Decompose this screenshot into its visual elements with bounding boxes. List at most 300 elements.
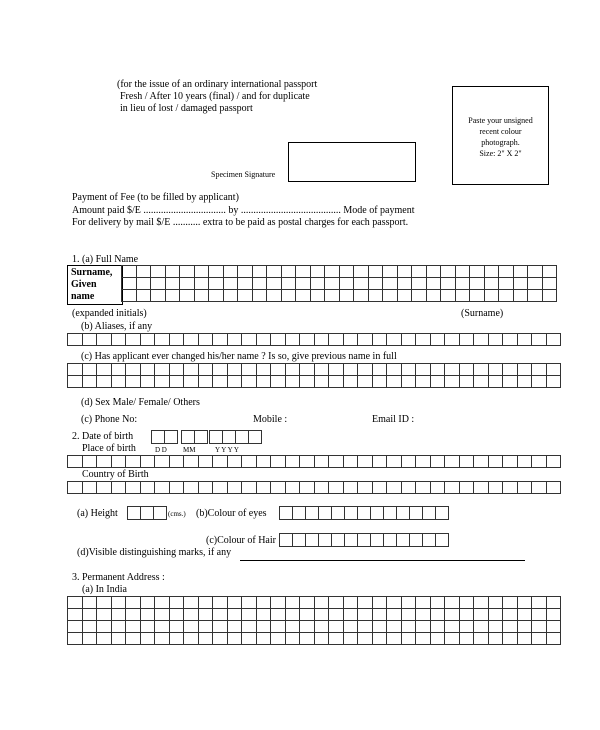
aliases-grid[interactable] xyxy=(67,333,561,346)
input-cell[interactable] xyxy=(227,597,242,609)
address-grid[interactable] xyxy=(67,596,561,645)
input-cell[interactable] xyxy=(503,633,518,645)
input-cell[interactable] xyxy=(281,278,296,290)
input-cell[interactable] xyxy=(256,597,271,609)
input-cell[interactable] xyxy=(372,609,387,621)
input-cell[interactable] xyxy=(499,278,514,290)
input-cell[interactable] xyxy=(445,456,460,468)
input-cell[interactable] xyxy=(528,266,543,278)
input-cell[interactable] xyxy=(271,376,286,388)
input-cell[interactable] xyxy=(271,334,286,346)
input-cell[interactable] xyxy=(314,633,329,645)
input-cell[interactable] xyxy=(318,533,332,547)
input-cell[interactable] xyxy=(416,609,431,621)
input-cell[interactable] xyxy=(383,290,398,302)
input-cell[interactable] xyxy=(372,334,387,346)
input-cell[interactable] xyxy=(194,266,209,278)
input-cell[interactable] xyxy=(267,278,282,290)
input-cell[interactable] xyxy=(248,430,262,444)
input-cell[interactable] xyxy=(517,633,532,645)
input-cell[interactable] xyxy=(281,266,296,278)
input-cell[interactable] xyxy=(368,266,383,278)
input-cell[interactable] xyxy=(300,609,315,621)
input-cell[interactable] xyxy=(227,456,242,468)
input-cell[interactable] xyxy=(126,364,141,376)
input-cell[interactable] xyxy=(503,621,518,633)
input-cell[interactable] xyxy=(488,597,503,609)
input-cell[interactable] xyxy=(325,290,340,302)
input-cell[interactable] xyxy=(412,290,427,302)
input-cell[interactable] xyxy=(372,621,387,633)
input-cell[interactable] xyxy=(82,482,97,494)
input-cell[interactable] xyxy=(111,456,126,468)
input-cell[interactable] xyxy=(401,482,416,494)
input-cell[interactable] xyxy=(184,621,199,633)
input-cell[interactable] xyxy=(329,376,344,388)
input-cell[interactable] xyxy=(474,456,489,468)
input-cell[interactable] xyxy=(122,266,137,278)
input-cell[interactable] xyxy=(184,376,199,388)
input-cell[interactable] xyxy=(213,376,228,388)
input-cell[interactable] xyxy=(227,633,242,645)
input-cell[interactable] xyxy=(296,290,311,302)
input-cell[interactable] xyxy=(517,334,532,346)
input-cell[interactable] xyxy=(271,621,286,633)
input-cell[interactable] xyxy=(368,290,383,302)
input-cell[interactable] xyxy=(329,364,344,376)
input-cell[interactable] xyxy=(387,621,402,633)
input-cell[interactable] xyxy=(285,482,300,494)
input-cell[interactable] xyxy=(488,633,503,645)
input-cell[interactable] xyxy=(488,621,503,633)
input-cell[interactable] xyxy=(343,597,358,609)
input-cell[interactable] xyxy=(372,633,387,645)
input-cell[interactable] xyxy=(357,533,371,547)
input-cell[interactable] xyxy=(256,633,271,645)
input-cell[interactable] xyxy=(82,609,97,621)
input-cell[interactable] xyxy=(82,621,97,633)
input-cell[interactable] xyxy=(169,482,184,494)
input-cell[interactable] xyxy=(387,482,402,494)
input-cell[interactable] xyxy=(223,290,238,302)
input-cell[interactable] xyxy=(513,266,528,278)
input-cell[interactable] xyxy=(416,621,431,633)
input-cell[interactable] xyxy=(532,376,547,388)
input-cell[interactable] xyxy=(532,364,547,376)
input-cell[interactable] xyxy=(517,376,532,388)
input-cell[interactable] xyxy=(126,482,141,494)
input-cell[interactable] xyxy=(111,621,126,633)
input-cell[interactable] xyxy=(401,334,416,346)
input-cell[interactable] xyxy=(292,533,306,547)
input-cell[interactable] xyxy=(111,334,126,346)
input-cell[interactable] xyxy=(455,266,470,278)
input-cell[interactable] xyxy=(401,597,416,609)
input-cell[interactable] xyxy=(314,376,329,388)
input-cell[interactable] xyxy=(416,376,431,388)
input-cell[interactable] xyxy=(198,633,213,645)
input-cell[interactable] xyxy=(126,456,141,468)
input-cell[interactable] xyxy=(111,376,126,388)
input-cell[interactable] xyxy=(343,609,358,621)
input-cell[interactable] xyxy=(296,266,311,278)
input-cell[interactable] xyxy=(503,609,518,621)
input-cell[interactable] xyxy=(126,621,141,633)
input-cell[interactable] xyxy=(194,278,209,290)
input-cell[interactable] xyxy=(470,278,485,290)
input-cell[interactable] xyxy=(459,334,474,346)
input-cell[interactable] xyxy=(459,633,474,645)
input-cell[interactable] xyxy=(267,266,282,278)
input-cell[interactable] xyxy=(488,609,503,621)
input-cell[interactable] xyxy=(368,278,383,290)
input-cell[interactable] xyxy=(209,278,224,290)
input-cell[interactable] xyxy=(310,278,325,290)
input-cell[interactable] xyxy=(213,621,228,633)
input-cell[interactable] xyxy=(329,609,344,621)
input-cell[interactable] xyxy=(235,430,249,444)
input-cell[interactable] xyxy=(358,456,373,468)
input-cell[interactable] xyxy=(455,290,470,302)
input-cell[interactable] xyxy=(459,376,474,388)
input-cell[interactable] xyxy=(441,266,456,278)
input-cell[interactable] xyxy=(271,597,286,609)
input-cell[interactable] xyxy=(528,278,543,290)
input-cell[interactable] xyxy=(387,376,402,388)
input-cell[interactable] xyxy=(213,456,228,468)
input-cell[interactable] xyxy=(503,364,518,376)
input-cell[interactable] xyxy=(285,609,300,621)
input-cell[interactable] xyxy=(285,456,300,468)
input-cell[interactable] xyxy=(169,609,184,621)
input-cell[interactable] xyxy=(401,364,416,376)
input-cell[interactable] xyxy=(213,482,228,494)
input-cell[interactable] xyxy=(213,597,228,609)
input-cell[interactable] xyxy=(532,609,547,621)
input-cell[interactable] xyxy=(227,334,242,346)
input-cell[interactable] xyxy=(488,456,503,468)
dob-year-cells[interactable] xyxy=(209,430,261,444)
input-cell[interactable] xyxy=(430,621,445,633)
input-cell[interactable] xyxy=(387,334,402,346)
input-cell[interactable] xyxy=(445,482,460,494)
input-cell[interactable] xyxy=(412,278,427,290)
input-cell[interactable] xyxy=(416,364,431,376)
input-cell[interactable] xyxy=(140,482,155,494)
input-cell[interactable] xyxy=(82,633,97,645)
input-cell[interactable] xyxy=(474,633,489,645)
input-cell[interactable] xyxy=(488,334,503,346)
input-cell[interactable] xyxy=(140,364,155,376)
input-cell[interactable] xyxy=(358,334,373,346)
input-cell[interactable] xyxy=(68,456,83,468)
input-cell[interactable] xyxy=(357,506,371,520)
input-cell[interactable] xyxy=(329,456,344,468)
input-cell[interactable] xyxy=(140,621,155,633)
input-cell[interactable] xyxy=(513,278,528,290)
input-cell[interactable] xyxy=(430,334,445,346)
input-cell[interactable] xyxy=(279,506,293,520)
input-cell[interactable] xyxy=(140,376,155,388)
input-cell[interactable] xyxy=(181,430,195,444)
input-cell[interactable] xyxy=(430,609,445,621)
input-cell[interactable] xyxy=(474,482,489,494)
input-cell[interactable] xyxy=(256,456,271,468)
input-cell[interactable] xyxy=(305,506,319,520)
input-cell[interactable] xyxy=(155,364,170,376)
input-cell[interactable] xyxy=(401,621,416,633)
input-cell[interactable] xyxy=(267,290,282,302)
input-cell[interactable] xyxy=(396,506,410,520)
input-cell[interactable] xyxy=(426,278,441,290)
input-cell[interactable] xyxy=(252,290,267,302)
input-cell[interactable] xyxy=(242,376,257,388)
input-cell[interactable] xyxy=(285,597,300,609)
input-cell[interactable] xyxy=(256,334,271,346)
input-cell[interactable] xyxy=(97,597,112,609)
input-cell[interactable] xyxy=(474,334,489,346)
input-cell[interactable] xyxy=(474,364,489,376)
input-cell[interactable] xyxy=(198,621,213,633)
input-cell[interactable] xyxy=(435,533,449,547)
input-cell[interactable] xyxy=(422,533,436,547)
input-cell[interactable] xyxy=(111,482,126,494)
input-cell[interactable] xyxy=(256,482,271,494)
input-cell[interactable] xyxy=(305,533,319,547)
input-cell[interactable] xyxy=(151,278,166,290)
input-cell[interactable] xyxy=(401,456,416,468)
input-cell[interactable] xyxy=(546,364,561,376)
input-cell[interactable] xyxy=(546,633,561,645)
input-cell[interactable] xyxy=(370,533,384,547)
input-cell[interactable] xyxy=(198,456,213,468)
input-cell[interactable] xyxy=(68,597,83,609)
input-cell[interactable] xyxy=(227,609,242,621)
input-cell[interactable] xyxy=(126,334,141,346)
input-cell[interactable] xyxy=(184,609,199,621)
input-cell[interactable] xyxy=(430,633,445,645)
input-cell[interactable] xyxy=(339,278,354,290)
input-cell[interactable] xyxy=(532,633,547,645)
input-cell[interactable] xyxy=(532,621,547,633)
input-cell[interactable] xyxy=(343,621,358,633)
input-cell[interactable] xyxy=(256,621,271,633)
input-cell[interactable] xyxy=(445,376,460,388)
input-cell[interactable] xyxy=(445,364,460,376)
input-cell[interactable] xyxy=(503,376,518,388)
input-cell[interactable] xyxy=(97,482,112,494)
input-cell[interactable] xyxy=(271,456,286,468)
input-cell[interactable] xyxy=(372,364,387,376)
input-cell[interactable] xyxy=(488,364,503,376)
input-cell[interactable] xyxy=(169,334,184,346)
input-cell[interactable] xyxy=(242,633,257,645)
input-cell[interactable] xyxy=(441,290,456,302)
input-cell[interactable] xyxy=(488,482,503,494)
input-cell[interactable] xyxy=(155,334,170,346)
input-cell[interactable] xyxy=(285,376,300,388)
input-cell[interactable] xyxy=(459,364,474,376)
input-cell[interactable] xyxy=(546,334,561,346)
input-cell[interactable] xyxy=(499,266,514,278)
input-cell[interactable] xyxy=(329,621,344,633)
input-cell[interactable] xyxy=(372,597,387,609)
input-cell[interactable] xyxy=(517,456,532,468)
input-cell[interactable] xyxy=(542,278,557,290)
input-cell[interactable] xyxy=(430,364,445,376)
input-cell[interactable] xyxy=(111,609,126,621)
input-cell[interactable] xyxy=(358,633,373,645)
input-cell[interactable] xyxy=(155,482,170,494)
input-cell[interactable] xyxy=(180,278,195,290)
input-cell[interactable] xyxy=(372,456,387,468)
previous-name-grid[interactable] xyxy=(67,363,561,388)
input-cell[interactable] xyxy=(412,266,427,278)
input-cell[interactable] xyxy=(354,278,369,290)
input-cell[interactable] xyxy=(430,597,445,609)
input-cell[interactable] xyxy=(68,334,83,346)
input-cell[interactable] xyxy=(136,278,151,290)
input-cell[interactable] xyxy=(401,633,416,645)
input-cell[interactable] xyxy=(503,456,518,468)
input-cell[interactable] xyxy=(300,364,315,376)
input-cell[interactable] xyxy=(484,278,499,290)
input-cell[interactable] xyxy=(343,334,358,346)
input-cell[interactable] xyxy=(459,456,474,468)
input-cell[interactable] xyxy=(445,621,460,633)
input-cell[interactable] xyxy=(517,621,532,633)
input-cell[interactable] xyxy=(68,482,83,494)
height-cells[interactable] xyxy=(127,506,166,520)
input-cell[interactable] xyxy=(445,597,460,609)
input-cell[interactable] xyxy=(227,376,242,388)
input-cell[interactable] xyxy=(358,364,373,376)
input-cell[interactable] xyxy=(238,290,253,302)
country-of-birth-grid[interactable] xyxy=(67,481,561,494)
input-cell[interactable] xyxy=(354,266,369,278)
input-cell[interactable] xyxy=(68,364,83,376)
input-cell[interactable] xyxy=(140,506,154,520)
input-cell[interactable] xyxy=(140,609,155,621)
photo-box[interactable] xyxy=(452,86,549,185)
input-cell[interactable] xyxy=(455,278,470,290)
input-cell[interactable] xyxy=(227,621,242,633)
input-cell[interactable] xyxy=(82,376,97,388)
input-cell[interactable] xyxy=(517,609,532,621)
input-cell[interactable] xyxy=(358,621,373,633)
input-cell[interactable] xyxy=(532,456,547,468)
input-cell[interactable] xyxy=(151,430,165,444)
input-cell[interactable] xyxy=(242,482,257,494)
input-cell[interactable] xyxy=(314,621,329,633)
input-cell[interactable] xyxy=(383,266,398,278)
input-cell[interactable] xyxy=(546,376,561,388)
input-cell[interactable] xyxy=(488,376,503,388)
input-cell[interactable] xyxy=(151,266,166,278)
input-cell[interactable] xyxy=(271,633,286,645)
input-cell[interactable] xyxy=(517,364,532,376)
input-cell[interactable] xyxy=(136,290,151,302)
colour-of-hair-cells[interactable] xyxy=(279,533,448,547)
input-cell[interactable] xyxy=(416,633,431,645)
dob-day-cells[interactable] xyxy=(151,430,177,444)
input-cell[interactable] xyxy=(300,633,315,645)
input-cell[interactable] xyxy=(242,609,257,621)
input-cell[interactable] xyxy=(169,597,184,609)
input-cell[interactable] xyxy=(223,278,238,290)
input-cell[interactable] xyxy=(546,456,561,468)
input-cell[interactable] xyxy=(82,597,97,609)
input-cell[interactable] xyxy=(165,290,180,302)
input-cell[interactable] xyxy=(314,482,329,494)
input-cell[interactable] xyxy=(474,376,489,388)
input-cell[interactable] xyxy=(281,290,296,302)
input-cell[interactable] xyxy=(165,266,180,278)
input-cell[interactable] xyxy=(256,376,271,388)
input-cell[interactable] xyxy=(97,621,112,633)
input-cell[interactable] xyxy=(300,621,315,633)
input-cell[interactable] xyxy=(111,633,126,645)
input-cell[interactable] xyxy=(209,266,224,278)
input-cell[interactable] xyxy=(372,482,387,494)
input-cell[interactable] xyxy=(227,364,242,376)
input-cell[interactable] xyxy=(97,364,112,376)
input-cell[interactable] xyxy=(209,290,224,302)
input-cell[interactable] xyxy=(271,364,286,376)
input-cell[interactable] xyxy=(387,633,402,645)
input-cell[interactable] xyxy=(111,597,126,609)
input-cell[interactable] xyxy=(122,278,137,290)
input-cell[interactable] xyxy=(396,533,410,547)
input-cell[interactable] xyxy=(136,266,151,278)
input-cell[interactable] xyxy=(503,482,518,494)
input-cell[interactable] xyxy=(484,290,499,302)
input-cell[interactable] xyxy=(459,621,474,633)
input-cell[interactable] xyxy=(97,456,112,468)
input-cell[interactable] xyxy=(329,334,344,346)
input-cell[interactable] xyxy=(397,290,412,302)
input-cell[interactable] xyxy=(325,266,340,278)
input-cell[interactable] xyxy=(164,430,178,444)
input-cell[interactable] xyxy=(209,430,223,444)
input-cell[interactable] xyxy=(532,482,547,494)
input-cell[interactable] xyxy=(97,334,112,346)
input-cell[interactable] xyxy=(213,633,228,645)
signature-box[interactable] xyxy=(288,142,416,182)
input-cell[interactable] xyxy=(416,334,431,346)
dob-month-cells[interactable] xyxy=(181,430,207,444)
input-cell[interactable] xyxy=(329,633,344,645)
input-cell[interactable] xyxy=(445,334,460,346)
input-cell[interactable] xyxy=(242,456,257,468)
input-cell[interactable] xyxy=(180,266,195,278)
input-cell[interactable] xyxy=(426,290,441,302)
input-cell[interactable] xyxy=(111,364,126,376)
input-cell[interactable] xyxy=(97,376,112,388)
input-cell[interactable] xyxy=(383,506,397,520)
input-cell[interactable] xyxy=(343,633,358,645)
input-cell[interactable] xyxy=(503,597,518,609)
input-cell[interactable] xyxy=(169,456,184,468)
input-cell[interactable] xyxy=(383,278,398,290)
input-cell[interactable] xyxy=(140,334,155,346)
input-cell[interactable] xyxy=(426,266,441,278)
input-cell[interactable] xyxy=(198,376,213,388)
input-cell[interactable] xyxy=(126,597,141,609)
input-cell[interactable] xyxy=(422,506,436,520)
place-of-birth-grid[interactable] xyxy=(67,455,561,468)
input-cell[interactable] xyxy=(546,609,561,621)
